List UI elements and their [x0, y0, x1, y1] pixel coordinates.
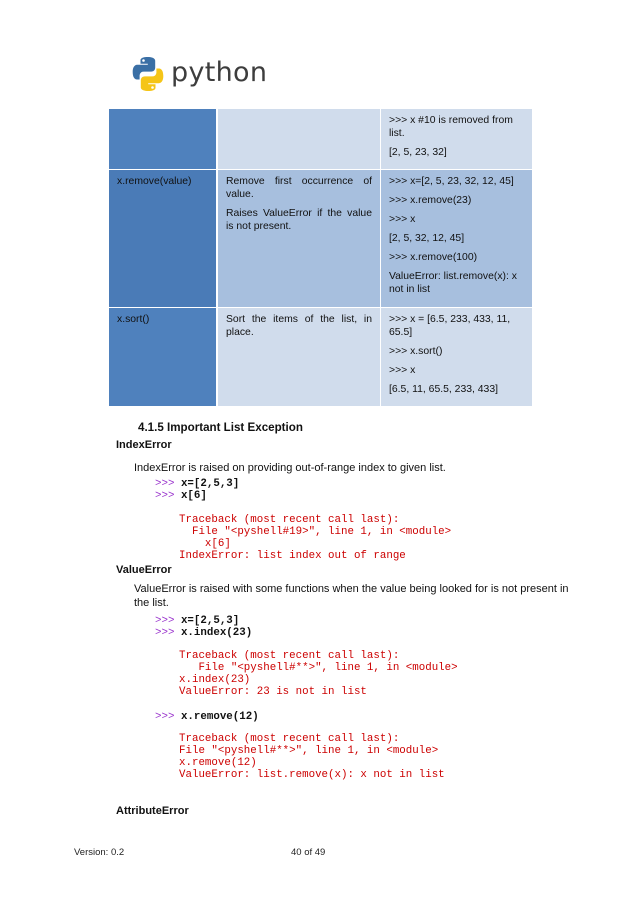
- value-error-traceback-1: [179, 650, 458, 698]
- prompt: >>>: [155, 615, 175, 627]
- example-line: [2, 5, 23, 32]: [389, 147, 447, 158]
- section-heading: 4.1.5 Important List Exception: [138, 421, 303, 434]
- value-error-traceback-2: [179, 733, 445, 781]
- prompt: >>>: [155, 627, 175, 639]
- description-text: Remove first occurrence of value.: [226, 176, 372, 200]
- code-line: x=[2,5,3]: [180, 478, 240, 490]
- description-cell: [218, 170, 381, 308]
- example-line: [6.5, 11, 65.5, 233, 433]: [389, 384, 498, 395]
- code-line: x.remove(12): [180, 711, 259, 723]
- value-error-code-2: [155, 711, 259, 723]
- traceback-line: Traceback (most recent call last):: [179, 733, 400, 745]
- method-cell: x.sort(): [109, 308, 218, 407]
- index-error-code: [155, 478, 239, 502]
- example-line: ValueError: list.remove(x): x not in list: [389, 271, 517, 295]
- attribute-error-heading: AttributeError: [116, 805, 189, 817]
- method-cell: [109, 109, 218, 170]
- footer-page-number: 40 of 49: [291, 847, 326, 858]
- index-error-description: IndexError is raised on providing out-of-range index to given list.: [134, 462, 446, 474]
- example-line: >>> x #10 is removed from list.: [389, 115, 513, 139]
- method-cell: x.remove(value): [109, 170, 218, 308]
- traceback-line: x[6]: [179, 538, 231, 550]
- traceback-line: ValueError: list.remove(x): x not in list: [179, 769, 445, 781]
- prompt: >>>: [155, 478, 175, 490]
- example-cell: [381, 170, 533, 308]
- traceback-line: x.remove(12): [179, 757, 257, 769]
- traceback-line: IndexError: list index out of range: [179, 550, 406, 562]
- example-line: [2, 5, 32, 12, 45]: [389, 233, 465, 244]
- index-error-heading: IndexError: [116, 439, 172, 451]
- index-error-traceback: [179, 514, 451, 562]
- example-line: >>> x: [389, 365, 416, 376]
- description-cell: [218, 308, 381, 407]
- traceback-line: Traceback (most recent call last):: [179, 514, 400, 526]
- traceback-line: ValueError: 23 is not in list: [179, 686, 367, 698]
- description-text: Sort the items of the list, in place.: [226, 314, 372, 338]
- value-error-description: ValueError is raised with some functions when the value being looked for is not present in the list.: [134, 583, 569, 609]
- footer-version: Version: 0.2: [74, 847, 125, 858]
- example-line: >>> x = [6.5, 233, 433, 11, 65.5]: [389, 314, 511, 338]
- table-row: [109, 170, 533, 308]
- code-line: x=[2,5,3]: [180, 615, 240, 627]
- table-row: [109, 308, 533, 407]
- description-cell: [218, 109, 381, 170]
- example-line: >>> x.remove(100): [389, 252, 478, 263]
- python-logo-text: python: [171, 56, 268, 88]
- traceback-line: File "<pyshell#**>", line 1, in <module>: [179, 662, 458, 674]
- python-snake-icon: [128, 54, 168, 94]
- example-line: >>> x.remove(23): [389, 195, 472, 206]
- example-line: >>> x: [389, 214, 416, 225]
- example-cell: [381, 308, 533, 407]
- python-logo: [128, 54, 267, 94]
- example-line: >>> x=[2, 5, 23, 32, 12, 45]: [389, 176, 514, 187]
- code-line: x[6]: [180, 490, 207, 502]
- example-cell: [381, 109, 533, 170]
- description-text: Raises ValueError if the value is not present.: [226, 208, 372, 232]
- value-error-heading: ValueError: [116, 564, 172, 576]
- code-line: x.index(23): [180, 627, 253, 639]
- example-line: >>> x.sort(): [389, 346, 443, 357]
- traceback-line: File "<pyshell#**>", line 1, in <module>: [179, 745, 439, 757]
- list-methods-table: [109, 109, 533, 407]
- prompt: >>>: [155, 711, 175, 723]
- traceback-line: x.index(23): [179, 674, 251, 686]
- traceback-line: Traceback (most recent call last):: [179, 650, 400, 662]
- table-row: [109, 109, 533, 170]
- prompt: >>>: [155, 490, 175, 502]
- traceback-line: File "<pyshell#19>", line 1, in <module>: [179, 526, 452, 538]
- value-error-code: [155, 615, 252, 639]
